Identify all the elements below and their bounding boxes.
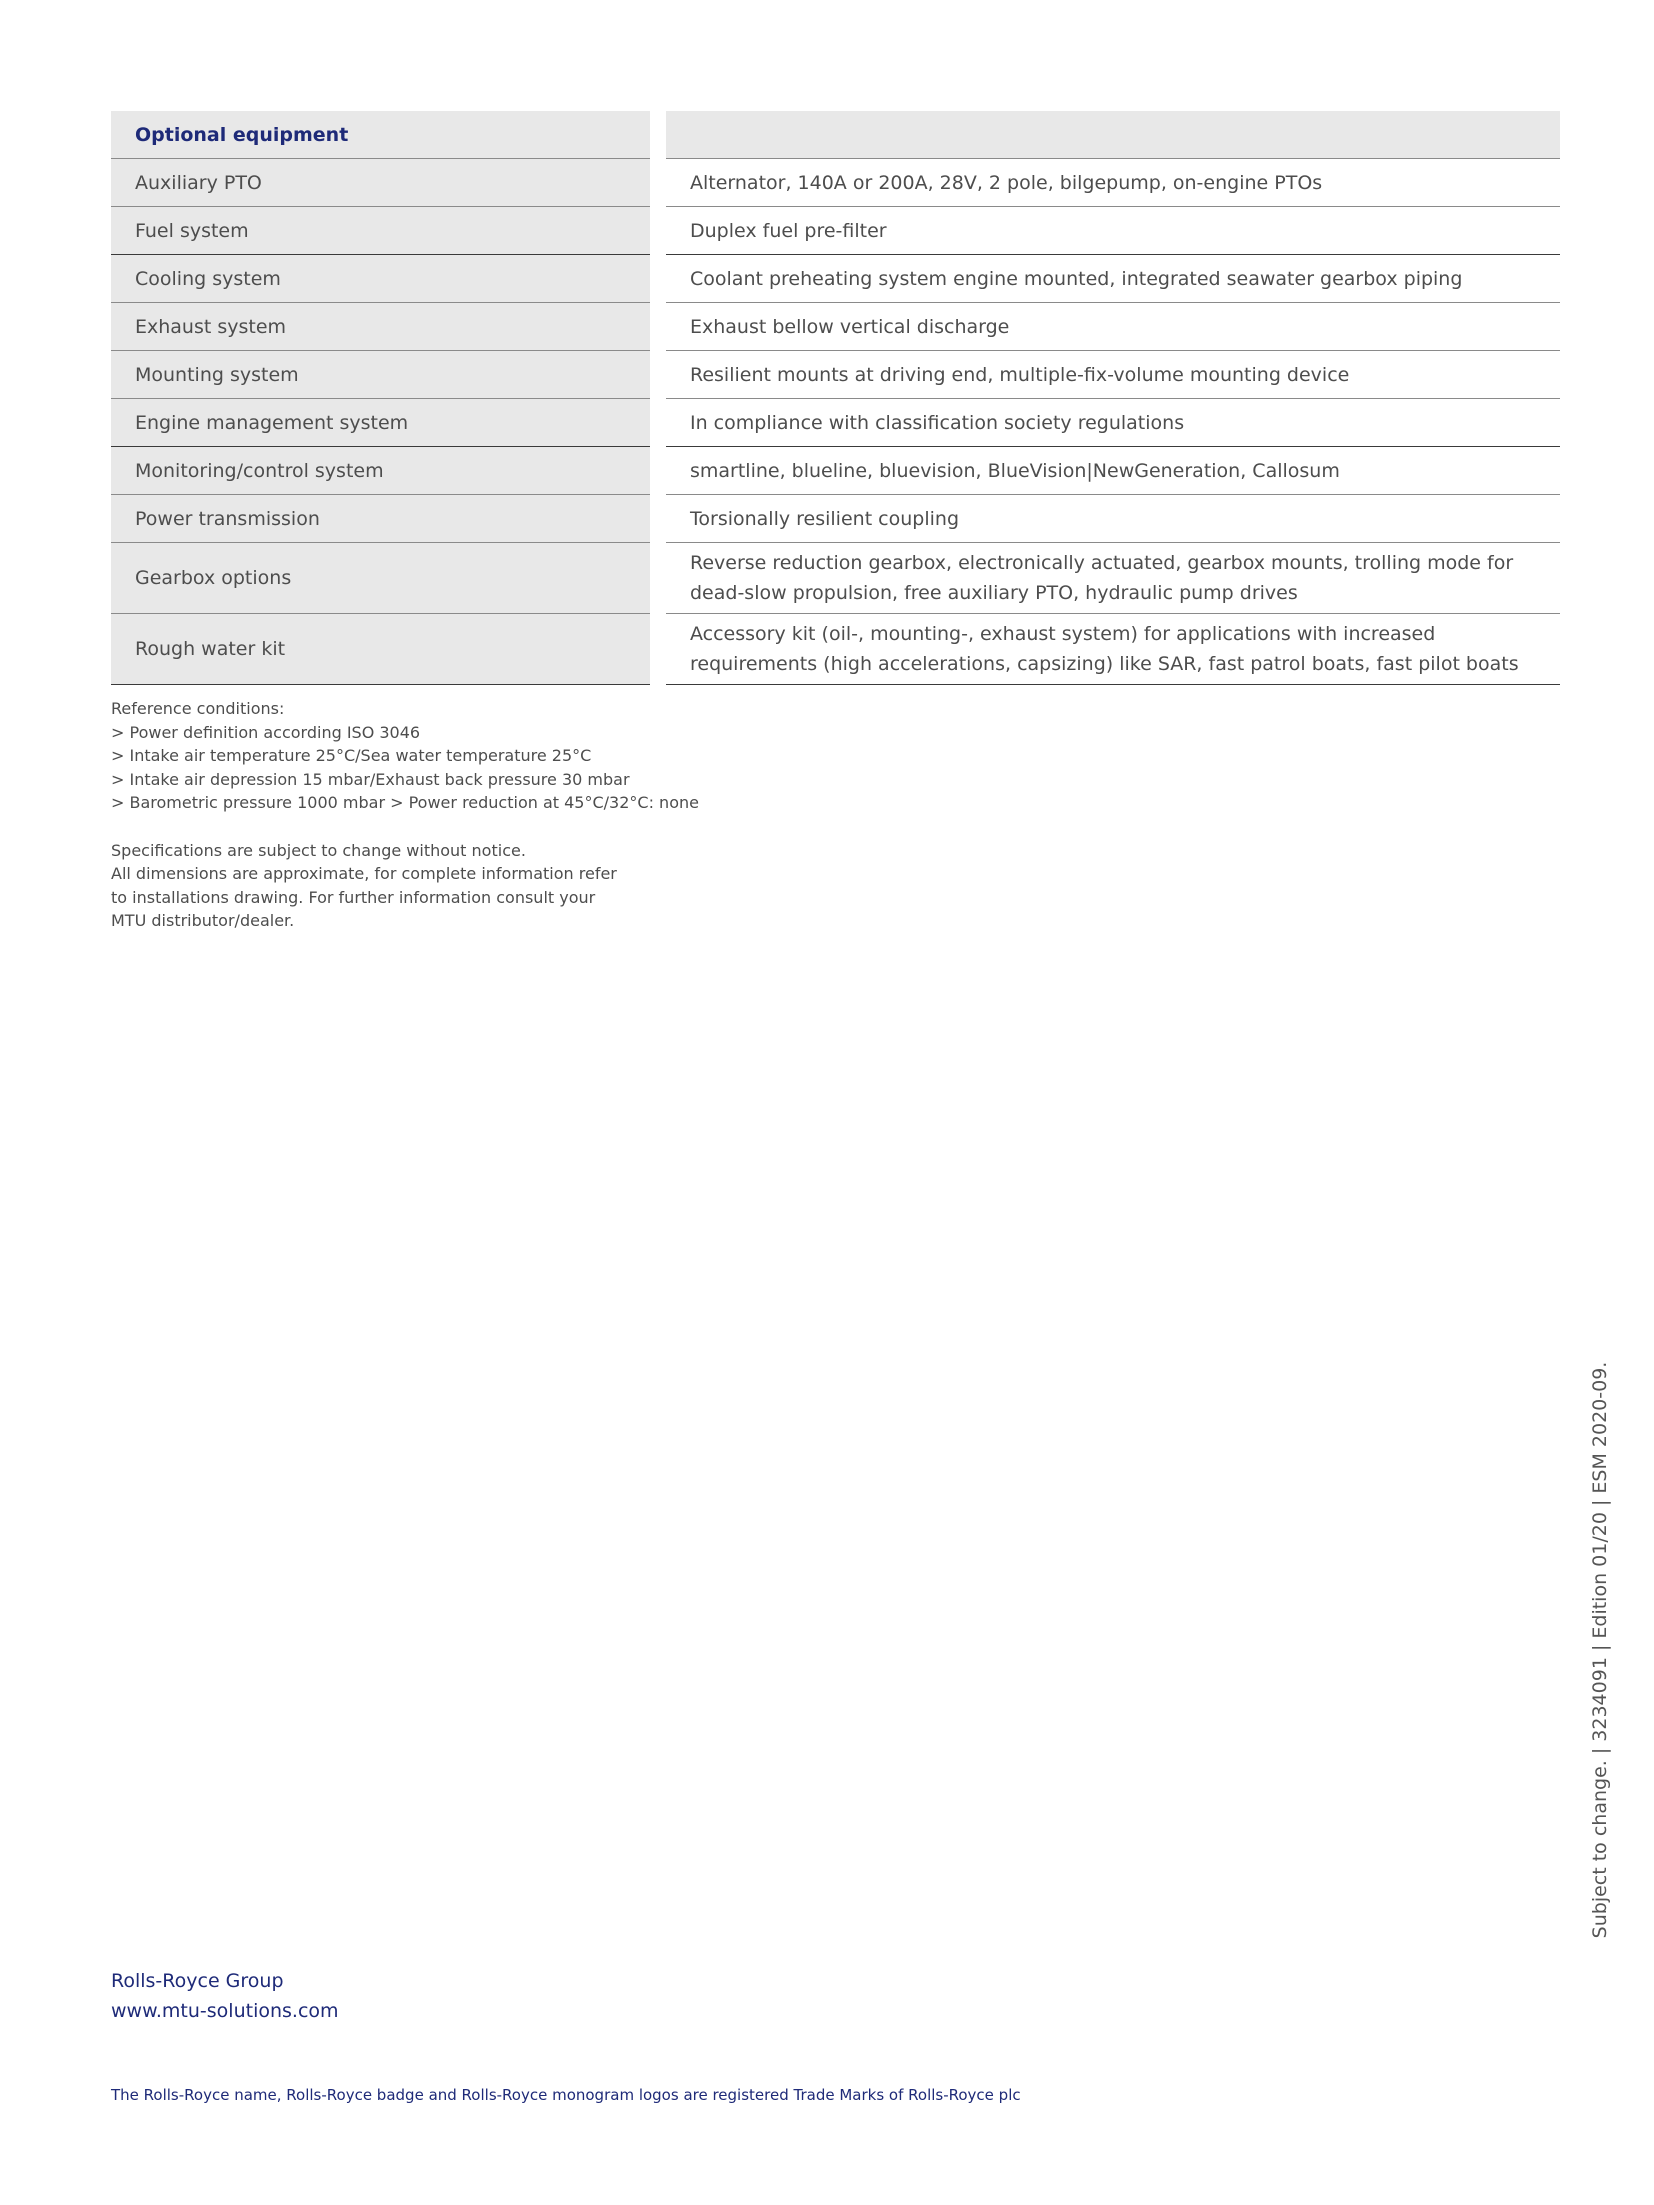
row-label: Gearbox options [111, 543, 650, 614]
row-label: Cooling system [111, 255, 650, 303]
table-row [111, 543, 1560, 614]
disclaimer-line: Specifications are subject to change without notice. [111, 840, 526, 860]
trademark-notice: The Rolls-Royce name, Rolls-Royce badge and Rolls-Royce monogram logos are registered Trade Marks of Rolls-Royce plc [111, 2086, 1021, 2104]
row-label: Monitoring/control system [111, 447, 650, 495]
row-label: Fuel system [111, 207, 650, 255]
row-value: Coolant preheating system engine mounted, integrated seawater gearbox piping [666, 255, 1560, 303]
row-value: smartline, blueline, bluevision, BlueVision|NewGeneration, Callosum [666, 447, 1560, 495]
note-line: > Barometric pressure 1000 mbar > Power reduction at 45°C/32°C: none [111, 793, 699, 813]
website-link[interactable]: www.mtu-solutions.com [111, 2000, 339, 2022]
company-name: Rolls-Royce Group [111, 1970, 284, 1992]
note-line: > Intake air temperature 25°C/Sea water temperature 25°C [111, 746, 592, 766]
note-line: Reference conditions: [111, 699, 285, 718]
table-row [111, 495, 1560, 543]
disclaimer-line: to installations drawing. For further information consult your [111, 887, 596, 907]
row-label: Exhaust system [111, 303, 650, 351]
table-row [111, 351, 1560, 399]
row-value: Torsionally resilient coupling [666, 495, 1560, 543]
footer-contact [111, 1966, 339, 2026]
row-value: Resilient mounts at driving end, multiple-fix-volume mounting device [666, 351, 1560, 399]
table-header-title: Optional equipment [111, 111, 650, 159]
row-label: Engine management system [111, 399, 650, 447]
row-value: Exhaust bellow vertical discharge [666, 303, 1560, 351]
table-row [111, 303, 1560, 351]
row-value: Reverse reduction gearbox, electronically actuated, gearbox mounts, trolling mode for dead-slow propulsion, free auxiliary PTO, hydraulic pump drives [666, 543, 1560, 614]
row-label: Power transmission [111, 495, 650, 543]
disclaimer-line: MTU distributor/dealer. [111, 911, 295, 931]
row-value: Duplex fuel pre-filter [666, 207, 1560, 255]
row-label: Mounting system [111, 351, 650, 399]
note-line: > Power definition according ISO 3046 [111, 722, 421, 742]
edition-side-note: Subject to change. | 3234091 | Edition 01/20 | ESM 2020-09. [1589, 1361, 1611, 1939]
note-line: > Intake air depression 15 mbar/Exhaust back pressure 30 mbar [111, 769, 630, 789]
table-header-blank [666, 111, 1560, 159]
table-row [111, 447, 1560, 495]
optional-equipment-table [111, 111, 1560, 685]
table-row [111, 399, 1560, 447]
row-value: In compliance with classification society regulations [666, 399, 1560, 447]
row-label: Auxiliary PTO [111, 159, 650, 207]
table-header-row [111, 111, 1560, 159]
row-value: Alternator, 140A or 200A, 28V, 2 pole, bilgepump, on-engine PTOs [666, 159, 1560, 207]
row-value: Accessory kit (oil-, mounting-, exhaust system) for applications with increased requirements (high accelerations, capsizing) like SAR, fast patrol boats, fast pilot boats [666, 614, 1560, 685]
row-label: Rough water kit [111, 614, 650, 685]
table-row [111, 255, 1560, 303]
table-row [111, 159, 1560, 207]
reference-notes [111, 697, 699, 933]
table-row [111, 614, 1560, 685]
table-row [111, 207, 1560, 255]
disclaimer-line: All dimensions are approximate, for complete information refer [111, 864, 617, 884]
